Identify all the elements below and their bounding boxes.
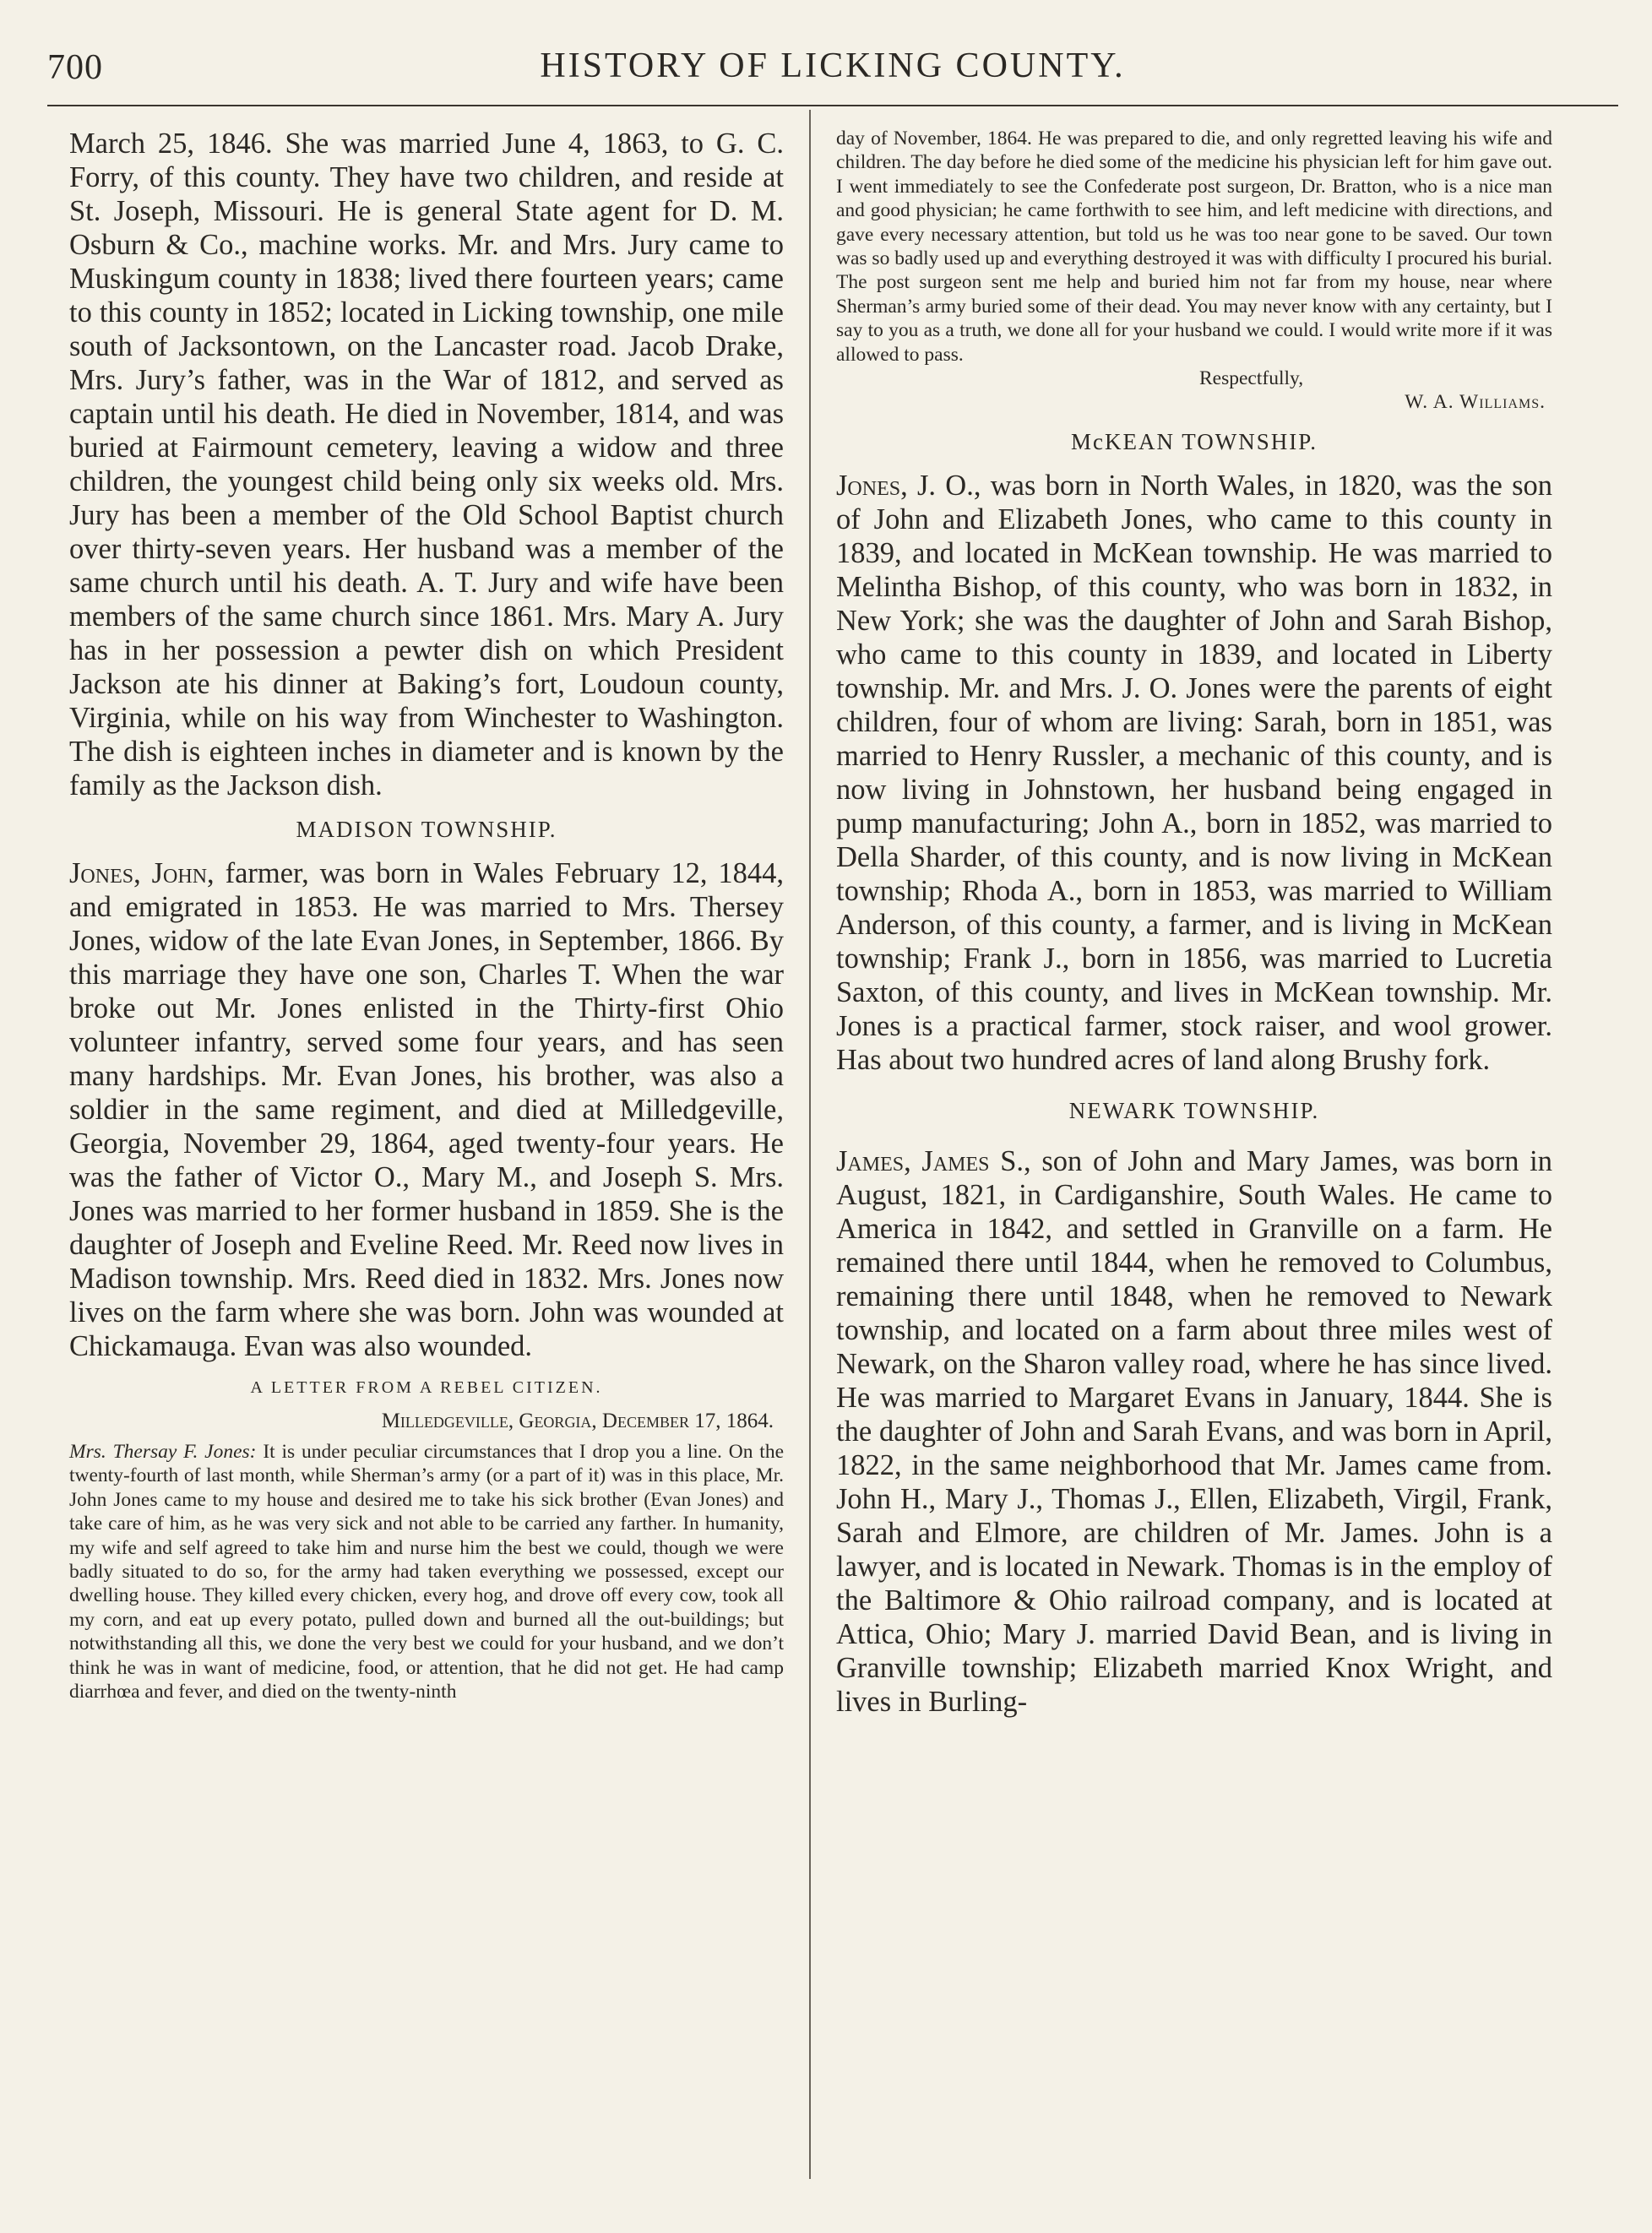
letter-body <box>69 1440 784 1703</box>
jones-jo-paragraph <box>836 469 1552 1077</box>
jones-john-text: farmer, was born in Wales February 12, 1844, and emigrated in 1853. He was married to Mrs. Thersey Jones, widow of the late Evan Jones, in September, 1866. By this marriage they have one son, Charles T. When the war broke out Mr. Jones enlisted in the Thirty-first Ohio volunteer infantry, served some four years, and has seen many hardships. Mr. Evan Jones, his brother, was also a soldier in the same regiment, and died at Milledgeville, Georgia, November 29, 1864, aged twenty-four years. He was the father of Victor O., Mary M., and Joseph S. Mrs. Jones was married to her former husband in 1859. She is the daughter of Joseph and Eveline Reed. Mr. Reed now lives in Madison township. Mrs. Reed died in 1832. Mrs. Jones now lives on the farm where she was born. John was wounded at Chickamauga. Evan was also wounded. <box>69 857 784 1362</box>
letter-continuation: day of November, 1864. He was prepared to die, and only regretted leaving his wife and children. The day before he died some of the medicine his physician left for him gave out. I went immediately to see the Confederate post surgeon, Dr. Bratton, who is a nice man and good physician; he came forthwith to see him, and left medicine with directions, and gave every necessary attention, but told us he was too near gone to be saved. Our town was so badly used up and everything destroyed it was with difficulty I procured his burial. The post surgeon sent me help and buried him not far from my house, near where Sherman’s army buried some of their dead. You may never know with any certainty, but I say to you as a truth, we done all for your husband we could. I would write more if it was allowed to pass. <box>836 128 1552 366</box>
running-title: HISTORY OF LICKING COUNTY. <box>540 46 1126 85</box>
madison-heading: MADISON TOWNSHIP. <box>296 817 557 842</box>
letter-title: A LETTER FROM A REBEL CITIZEN. <box>250 1378 603 1397</box>
column-divider <box>809 110 811 2179</box>
james-paragraph <box>836 1144 1552 1719</box>
page-number: 700 <box>47 48 103 87</box>
page-header <box>47 44 1618 95</box>
jury-paragraph: March 25, 1846. She was married June 4, 1863, to G. C. Forry, of this county. They have two children, and reside at St. Joseph, Missouri. He is general State agent for D. M. Osburn & Co., machine works. Mr. and Mrs. Jury came to Muskingum county in 1838; lived there fourteen years; came to this county in 1852; located in Licking township, one mile south of Jacksontown, on the Lancaster road. Jacob Drake, Mrs. Jury’s father, was in the War of 1812, and served as captain until his death. He died in November, 1814, and was buried at Fairmount cemetery, leaving a widow and three children, the youngest child being only six weeks old. Mrs. Jury has been a member of the Old School Baptist church over thirty-seven years. Her husband was a member of the same church until his death. A. T. Jury and wife have been members of the same church since 1861. Mrs. Mary A. Jury has in her possession a pewter dish on which President Jackson ate his dinner at Baking’s fort, Loudoun county, Virginia, while on his way from Winchester to Washington. The dish is eighteen inches in diameter and is known by the family as the Jackson dish. <box>69 128 784 801</box>
letter-dateline: Milledgeville, Georgia, December 17, 1864. <box>381 1410 774 1432</box>
jones-jo-text: was born in North Wales, in 1820, was the son of John and Elizabeth Jones, who came to this county in 1839, and located in McKean township. He was married to Melintha Bishop, of this county, who was born in 1832, in New York; she was the daughter of John and Sarah Bishop, who came to this county in 1839, and located in Liberty township. Mr. and Mrs. J. O. Jones were the parents of eight children, four of whom are living: Sarah, born in 1851, was married to Henry Russler, a mechanic of this county, and is now living in Johnstown, her husband being engaged in pump manufacturing; John A., born in 1852, was married to Della Sharder, of this county, and is now living in McKean township; Rhoda A., born in 1853, was married to William Anderson, of this county, a farmer, and is living in McKean township; Frank J., born in 1856, was married to Lucretia Saxton, of this county, and lives in McKean township. Mr. Jones is a practical farmer, stock raiser, and wool grower. Has about two hundred acres of land along Brushy fork. <box>836 469 1552 1076</box>
letter-signature: W. A. Williams. <box>1405 391 1546 414</box>
right-column <box>836 127 1552 1719</box>
jones-jo-name: Jones, J. O., <box>836 469 981 502</box>
letter-salutation: Mrs. Thersay F. Jones: <box>69 1441 257 1463</box>
jones-john-paragraph <box>69 856 784 1363</box>
james-text: son of John and Mary James, was born in August, 1821, in Cardiganshire, South Wales. He came to America in 1842, and settled in Granville on a farm. He remained there until 1844, when he removed to Columbus, remaining there until 1848, when he removed to Newark township, and located on a farm about three miles west of Newark, on the Sharon valley road, where he has since lived. He was married to Margaret Evans in January, 1844. She is the daughter of John and Sarah Evans, and was born in April, 1822, in the same neighborhood that Mr. James came from. John H., Mary J., Thomas J., Ellen, Elizabeth, Virgil, Frank, Sarah and Elmore, are children of Mr. James. John is a lawyer, and is located in Newark. Thomas is in the employ of the Baltimore & Ohio railroad company, and is located at Attica, Ohio; Mary J. married David Bean, and is living in Granville township; Elizabeth married Knox Wright, and lives in Burling- <box>836 1144 1552 1718</box>
header-rule <box>47 105 1618 106</box>
jones-john-name: Jones, John, <box>69 857 215 889</box>
letter-text: It is under peculiar circumstances that I drop you a line. On the twenty-fourth of last month, while Sherman’s army (or a part of it) was in this place, Mr. John Jones came to my house and desired me to take his sick brother (Evan Jones) and take care of him, as he was very sick and not able to be carried any farther. In humanity, my wife and self agreed to take him and nurse him the best we could, though we were badly situated to do so, for the army had taken everything we possessed, except our dwelling house. They killed every chicken, every hog, and drove off every cow, took all my corn, and eat up every potato, pulled down and burned all the out-buildings; but notwithstanding all this, we done the very best we could for your husband, and we don’t think he was in want of medicine, food, or attention, that he did not get. He had camp diarrhœa and fever, and died on the twenty-ninth <box>69 1441 784 1703</box>
mckean-heading: McKEAN TOWNSHIP. <box>1070 428 1318 454</box>
newark-heading: NEWARK TOWNSHIP. <box>1068 1097 1320 1123</box>
james-name: James, James S., <box>836 1144 1031 1177</box>
letter-closing: Respectfully, <box>1199 367 1304 390</box>
left-column <box>69 127 784 1703</box>
